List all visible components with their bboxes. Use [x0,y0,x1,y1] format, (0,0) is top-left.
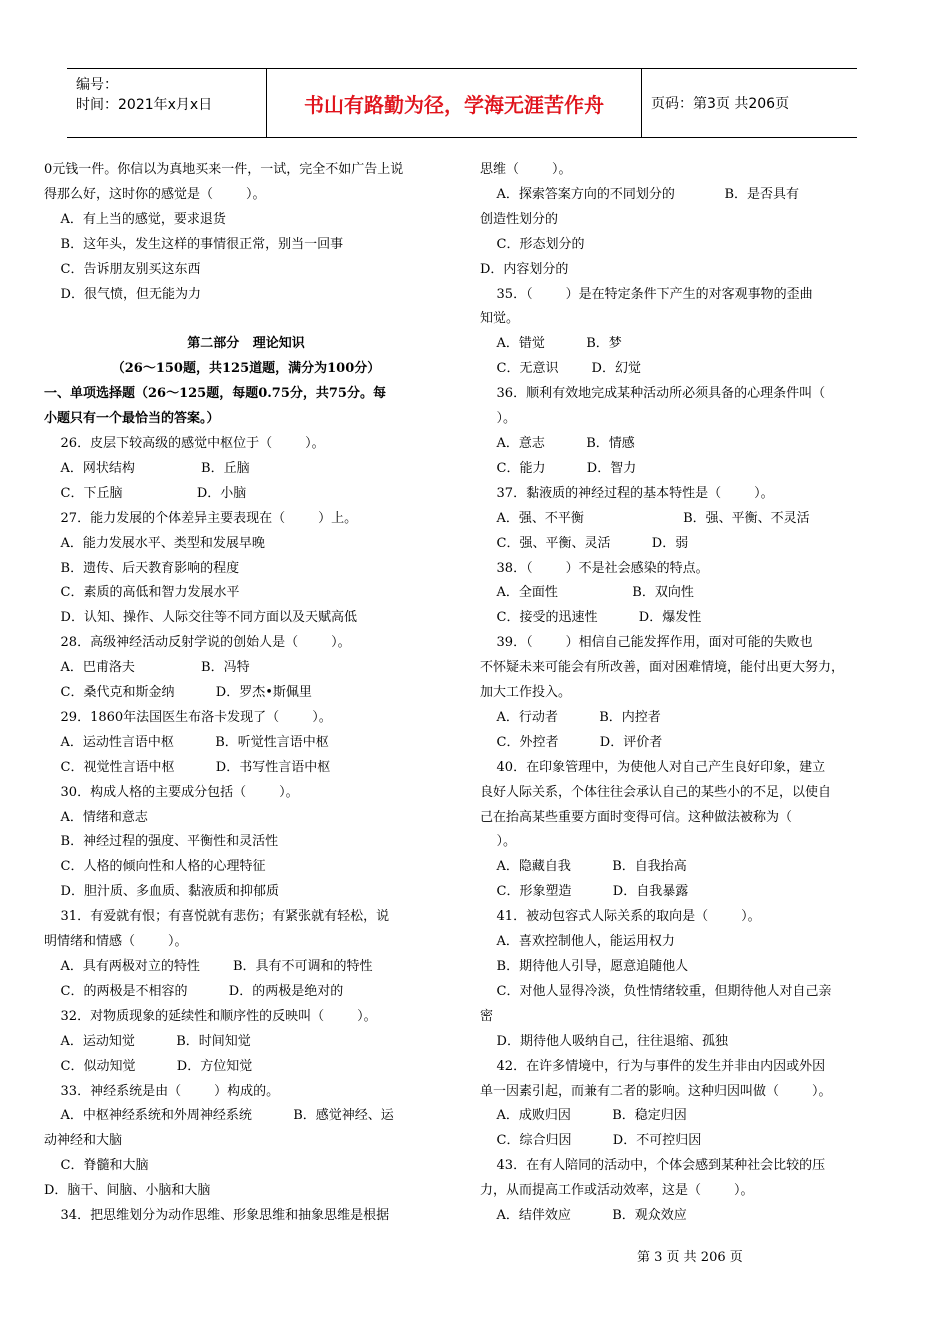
text-line: A．运动知觉 B．时间知觉 [44,1033,251,1049]
text-line: 37．黏液质的神经过程的基本特性是（ ）。 [480,485,774,501]
text-line: C．能力 D．智力 [480,460,637,476]
text-line: 28．高级神经活动反射学说的创始人是（ ）。 [44,635,351,651]
text-line: 34．把思维划分为动作思维、形象思维和抽象思维是根据 [44,1208,390,1224]
text-line: D．内容划分的 [480,261,569,277]
text-line: C．视觉性言语中枢 D．书写性言语中枢 [44,759,331,775]
text-line: 加大工作投入。 [480,685,572,701]
text-line: D．期待他人吸纳自己，往往退缩、孤独 [480,1033,728,1049]
header-motto: 书山有路勤为径，学海无涯苦作舟 [267,69,642,137]
text-line: 26．皮层下较高级的感觉中枢位于（ ）。 [44,435,325,451]
text-line: C．形象塑造 D．自我暴露 [480,884,689,900]
text-line: C．无意识 D．幻觉 [480,361,641,377]
text-line: C．的两极是不相容的 D．的两极是绝对的 [44,983,344,999]
text-line: 43．在有人陪同的活动中，个体会感到某种社会比较的压 [480,1158,826,1174]
text-line: ）。 [480,834,517,850]
text-line: 动神经和大脑 [44,1133,123,1149]
left-column [44,158,448,1229]
text-line: 40．在印象管理中，为使他人对自己产生良好印象，建立 [480,759,826,775]
text-line: C．脊髓和大脑 [44,1158,149,1174]
text-line: C．接受的迅速性 D．爆发性 [480,610,702,626]
time-label: 时间：2021年x月x日 [76,97,213,113]
text-line: 38．（ ）不是社会感染的特点。 [480,560,709,576]
text-line: A．有上当的感觉，要求退货 [44,211,226,227]
text-line: B．遗传、后天教育影响的程度 [44,560,240,576]
text-line: A．强、不平衡 B．强、平衡、不灵活 [480,510,810,526]
text-line: A．探索答案方向的不同划分的 B．是否具有 [480,186,800,202]
text-line: A．巴甫洛夫 B．冯特 [44,660,250,676]
text-line: A．全面性 B．双向性 [480,585,694,601]
text-line: 35．（ ）是在特定条件下产生的对客观事物的歪曲 [480,286,813,302]
text-line: A．喜欢控制他人，能运用权力 [480,934,675,950]
text-line: D．认知、操作、人际交往等不同方面以及天赋高低 [44,610,357,626]
text-line: C．告诉朋友别买这东西 [44,261,201,277]
text-line: C．素质的高低和智力发展水平 [44,585,240,601]
blank-line [44,307,448,332]
text-line: 0元钱一件。你信以为真地买来一件，一试，完全不如广告上说 [44,162,404,177]
text-line: A．能力发展水平、类型和发展早晚 [44,535,265,551]
text-line: 33．神经系统是由（ ）构成的。 [44,1083,280,1099]
text-line: 密 [480,1008,494,1024]
text-line: C．人格的倾向性和人格的心理特征 [44,859,266,875]
page-footer: 第 3 页 共 206 页 [637,1250,743,1265]
text-line: A．中枢神经系统和外周神经系统 B．感觉神经、运 [44,1108,394,1124]
header-meta [67,69,267,137]
text-line: 己在抬高某些重要方面时变得可信。这种做法被称为（ [480,809,793,825]
text-line: D．脑干、间脑、小脑和大脑 [44,1183,211,1199]
page-header [67,68,857,138]
number-label: 编号： [76,77,118,93]
text-line: A．运动性言语中枢 B．听觉性言语中枢 [44,734,329,750]
text-line: C．似动知觉 D．方位知觉 [44,1058,253,1074]
text-line: C．形态划分的 [480,236,585,252]
text-line: 得那么好，这时你的感觉是（ ）。 [44,186,266,202]
right-column [480,158,885,1229]
text-line: A．具有两极对立的特性 B．具有不可调和的特性 [44,959,373,974]
text-line: A．错觉 B．梦 [480,336,622,352]
text-line: D．很气愤，但无能为力 [44,286,201,302]
text-line: 创造性划分的 [480,211,559,227]
text-line: A．网状结构 B．丘脑 [44,460,250,476]
text-line: 30．构成人格的主要成分包括（ ）。 [44,784,299,800]
text-line: A．隐藏自我 B．自我抬高 [480,859,687,875]
text-line: C．下丘脑 D．小脑 [44,485,247,501]
section-title: 第二部分 理论知识 [187,336,305,352]
text-line: D．胆汁质、多血质、黏液质和抑郁质 [44,884,279,900]
header-page-number: 页码：第3页 共206页 [651,96,790,112]
text-line: A．成败归因 B．稳定归因 [480,1108,687,1124]
text-line: 良好人际关系，个体往往会承认自己的某些小的不足，以使自 [480,784,832,800]
text-line: 单一因素引起，而兼有二者的影响。这种归因叫做（ ）。 [480,1083,832,1099]
text-line: 力，从而提高工作或活动效率，这是（ ）。 [480,1183,754,1199]
text-line: 41．被动包容式人际关系的取向是（ ）。 [480,909,761,925]
text-line: 29．1860年法国医生布洛卡发现了（ ）。 [44,709,332,725]
text-line: C．外控者 D．评价者 [480,734,663,750]
text-line: C．对他人显得冷淡，负性情绪较重，但期待他人对自己亲 [480,983,832,999]
text-line: C．强、平衡、灵活 D．弱 [480,535,689,551]
section-heading: 小题只有一个最恰当的答案。） [44,411,220,427]
text-line: 36．顺利有效地完成某种活动所必须具备的心理条件叫（ [480,386,826,402]
text-line: B．神经过程的强度、平衡性和灵活性 [44,834,279,850]
text-line: A．意志 B．情感 [480,435,635,451]
text-line: 明情绪和情感（ ）。 [44,934,188,950]
text-line: C．综合归因 D．不可控归因 [480,1133,702,1149]
text-line: B．期待他人引导，愿意追随他人 [480,959,689,974]
section-subtitle: （26～150题，共125道题，满分为100分） [111,361,381,377]
section-heading: 一、单项选择题（26～125题，每题0.75分，共75分。每 [44,386,386,402]
text-line: C．桑代克和斯金纳 D．罗杰•斯佩里 [44,685,312,701]
text-line: 42．在许多情境中，行为与事件的发生并非由内因或外因 [480,1058,826,1074]
text-line: 39．（ ）相信自己能发挥作用，面对可能的失败也 [480,635,813,651]
text-line: 32．对物质现象的延续性和顺序性的反映叫（ ）。 [44,1008,377,1024]
text-line: ）。 [480,411,517,427]
text-line: B．这年头，发生这样的事情很正常，别当一回事 [44,236,344,252]
text-line: 思维（ ）。 [480,162,572,177]
text-line: 27．能力发展的个体差异主要表现在（ ）上。 [44,510,358,526]
text-line: A．行动者 B．内控者 [480,709,661,725]
text-line: 不怀疑未来可能会有所改善，面对困难情境，能付出更大努力， [480,660,845,676]
text-line: 31．有爱就有恨；有喜悦就有悲伤；有紧张就有轻松，说 [44,909,390,925]
text-line: A．情绪和意志 [44,809,148,825]
text-line: 知觉。 [480,311,520,327]
text-line: A．结伴效应 B．观众效应 [480,1208,687,1224]
